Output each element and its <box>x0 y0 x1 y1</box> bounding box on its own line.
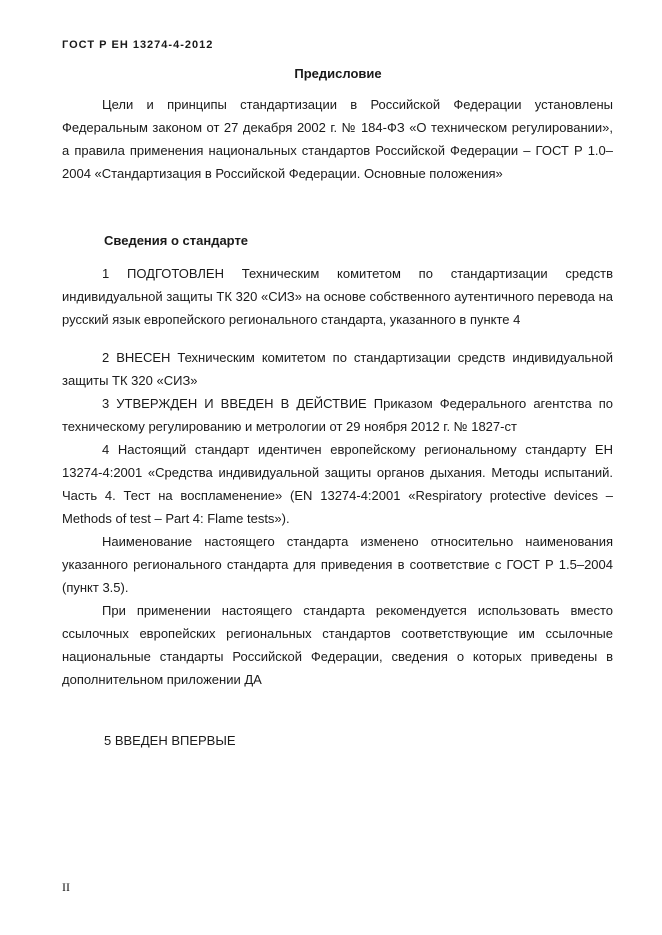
paragraph-references-note: При применении настоящего стандарта рекомендуется использовать вместо ссылочных европейских региональных стандартов соответствующие им ссылочные национальные стандарты Российской Федерации, сведения о которых приведены в дополнительном приложении ДА <box>62 603 613 687</box>
paragraph-item-4: 4 Настоящий стандарт идентичен европейскому региональному стандарту ЕН 13274-4:2001 «Средства индивидуальной защиты органов дыхания. Методы испытаний. Часть 4. Тест на воспламенение» (EN 13274-4:2001 «Respiratory protective devices – Methods of test – Part 4: Flame tests»). <box>62 442 613 526</box>
section-heading: Сведения о стандарте <box>104 233 249 248</box>
page-title: Предисловие <box>294 66 382 81</box>
intro-block <box>62 93 613 185</box>
paragraph-item-5: 5 ВВЕДЕН ВПЕРВЫЕ <box>104 733 236 748</box>
item-1-block <box>62 262 613 331</box>
paragraph-rename-note: Наименование настоящего стандарта изменено относительно наименования указанного регионального стандарта для приведения в соответствие с ГОСТ Р 1.5–2004 (пункт 3.5). <box>62 534 613 595</box>
paragraph-item-1: 1 ПОДГОТОВЛЕН Техническим комитетом по стандартизации средств индивидуальной защиты ТК 320 «СИЗ» на основе собственного аутентичного перевода на русский язык европейского регионального стандарта, указанного в пункте 4 <box>62 266 613 327</box>
items-block <box>62 346 613 691</box>
intro-paragraph: Цели и принципы стандартизации в Российской Федерации установлены Федеральным законом от 27 декабря 2002 г. № 184-ФЗ «О техническом регулировании», а правила применения национальных стандартов Российской Федерации – ГОСТ Р 1.0–2004 «Стандартизация в Российской Федерации. Основные положения» <box>62 97 613 181</box>
paragraph-item-3: 3 УТВЕРЖДЕН И ВВЕДЕН В ДЕЙСТВИЕ Приказом Федерального агентства по техническому регулированию и метрологии от 29 ноября 2012 г. № 1827-ст <box>62 396 613 434</box>
document-header: ГОСТ Р ЕН 13274-4-2012 <box>62 39 214 51</box>
page-number: II <box>62 880 70 894</box>
paragraph-item-2: 2 ВНЕСЕН Техническим комитетом по стандартизации средств индивидуальной защиты ТК 320 «СИЗ» <box>62 350 613 388</box>
